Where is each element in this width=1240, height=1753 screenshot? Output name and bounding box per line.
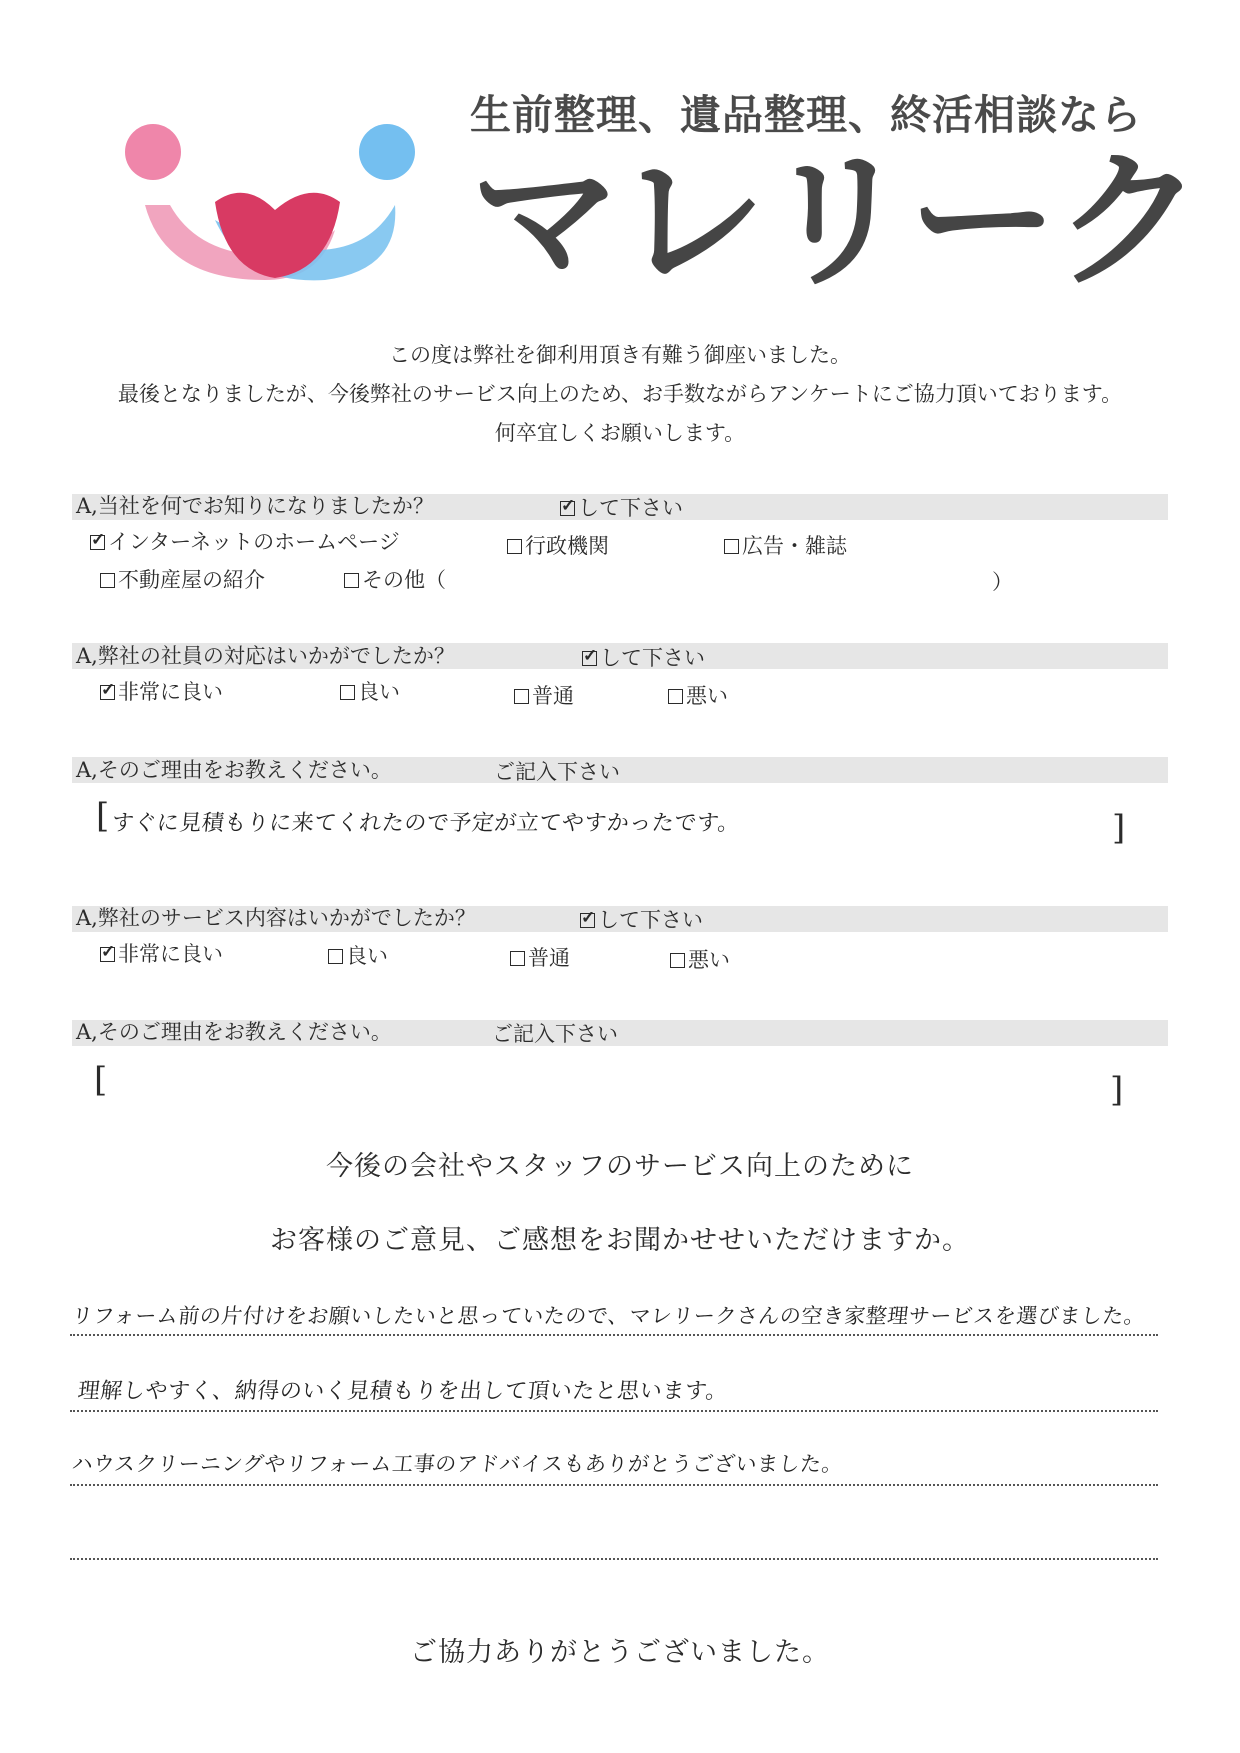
q2-option-good[interactable]: 良い: [340, 676, 400, 706]
q4-option-bad[interactable]: 悪い: [670, 944, 730, 974]
q5-question: A,そのご理由をお教えください。: [76, 1020, 392, 1044]
comment-line-1[interactable]: リフォーム前の片付けをお願いしたいと思っていたので、マレリークさんの空き家整理サービスを選びました。: [70, 1304, 1147, 1328]
q4-option-good[interactable]: 良い: [328, 940, 388, 970]
q5-close-bracket: ]: [1110, 1070, 1124, 1110]
q4-instruction: ✓ して下さい: [580, 904, 703, 934]
q1-option-realestate[interactable]: 不動産屋の紹介: [100, 564, 265, 594]
comment-line-3[interactable]: ハウスクリーニングやリフォーム工事のアドバイスもありがとうございました。: [70, 1452, 845, 1476]
tagline: 生前整理、遺品整理、終活相談なら: [470, 91, 1142, 139]
check-icon: [580, 913, 595, 928]
closing-line-2: お客様のご意見、ご感想をお聞かせせいただけますか。: [270, 1225, 970, 1256]
checkbox-icon[interactable]: [90, 535, 105, 550]
logo-blue-dot: [359, 124, 415, 180]
checkbox-icon[interactable]: [507, 539, 522, 554]
checkbox-icon[interactable]: [724, 539, 739, 554]
closing-line-1: 今後の会社やスタッフのサービス向上のために: [326, 1151, 914, 1182]
checkbox-icon[interactable]: [100, 947, 115, 962]
q5-instruction: ご記入下さい: [492, 1022, 618, 1046]
comment-rule-1: [70, 1334, 1158, 1336]
q2-option-very-good[interactable]: ✓非常に良い: [100, 676, 223, 706]
q2-instruction: ✓ して下さい: [582, 642, 705, 672]
logo-pink-dot: [125, 124, 181, 180]
q2-option-average[interactable]: 普通: [514, 680, 574, 710]
comment-rule-3: [70, 1484, 1158, 1486]
checkbox-icon[interactable]: [328, 949, 343, 964]
q1-instruction: ✓ して下さい: [560, 492, 683, 522]
intro-line-1: この度は弊社を御利用頂き有難う御座いました。: [389, 343, 851, 367]
checkbox-icon[interactable]: [670, 953, 685, 968]
q2-question: A,弊社の社員の対応はいかがでしたか？: [76, 644, 455, 668]
q4-option-very-good[interactable]: ✓非常に良い: [100, 938, 223, 968]
checkbox-icon[interactable]: [514, 689, 529, 704]
q1-option-other[interactable]: その他（: [344, 564, 446, 594]
checkbox-icon[interactable]: [344, 573, 359, 588]
q4-question: A,弊社のサービス内容はいかがでしたか？: [76, 906, 476, 930]
q3-question: A,そのご理由をお教えください。: [76, 758, 392, 782]
q3-open-bracket: [: [96, 796, 110, 836]
comment-rule-4: [70, 1558, 1158, 1560]
q1-option-ads[interactable]: 広告・雑誌: [724, 530, 847, 560]
thanks: ご協力ありがとうございました。: [410, 1637, 830, 1668]
q3-instruction: ご記入下さい: [494, 760, 620, 784]
q2-option-bad[interactable]: 悪い: [668, 680, 728, 710]
check-icon: [560, 501, 575, 516]
q1-option-government[interactable]: 行政機関: [507, 530, 609, 560]
check-icon: [582, 651, 597, 666]
q4-option-average[interactable]: 普通: [510, 942, 570, 972]
q3-answer[interactable]: すぐに見積もりに来てくれたので予定が立てやすかったです。: [110, 811, 742, 836]
comment-line-2[interactable]: 理解しやすく、納得のいく見積もりを出して頂いたと思います。: [76, 1379, 730, 1404]
checkbox-icon[interactable]: [510, 951, 525, 966]
intro-line-3: 何卒宜しくお願いします。: [494, 421, 746, 445]
intro-line-2: 最後となりましたが、今後弊社のサービス向上のため、お手数ながらアンケートにご協力頂いております。: [117, 382, 1123, 406]
intro-text: [0, 336, 1240, 453]
q1-question: A,当社を何でお知りになりましたか？: [76, 494, 434, 518]
checkbox-icon[interactable]: [340, 685, 355, 700]
q3-close-bracket: ]: [1112, 808, 1126, 848]
q1-option-internet[interactable]: ✓インターネットのホームページ: [90, 526, 400, 556]
checkbox-icon[interactable]: [100, 685, 115, 700]
brand-name: マレリーク: [470, 135, 1201, 309]
comment-rule-2: [70, 1410, 1158, 1412]
checkbox-icon[interactable]: [100, 573, 115, 588]
checkbox-icon[interactable]: [668, 689, 683, 704]
q5-open-bracket: [: [94, 1060, 108, 1100]
logo-mark: [115, 110, 425, 290]
q1-other-close: ）: [992, 570, 1013, 594]
